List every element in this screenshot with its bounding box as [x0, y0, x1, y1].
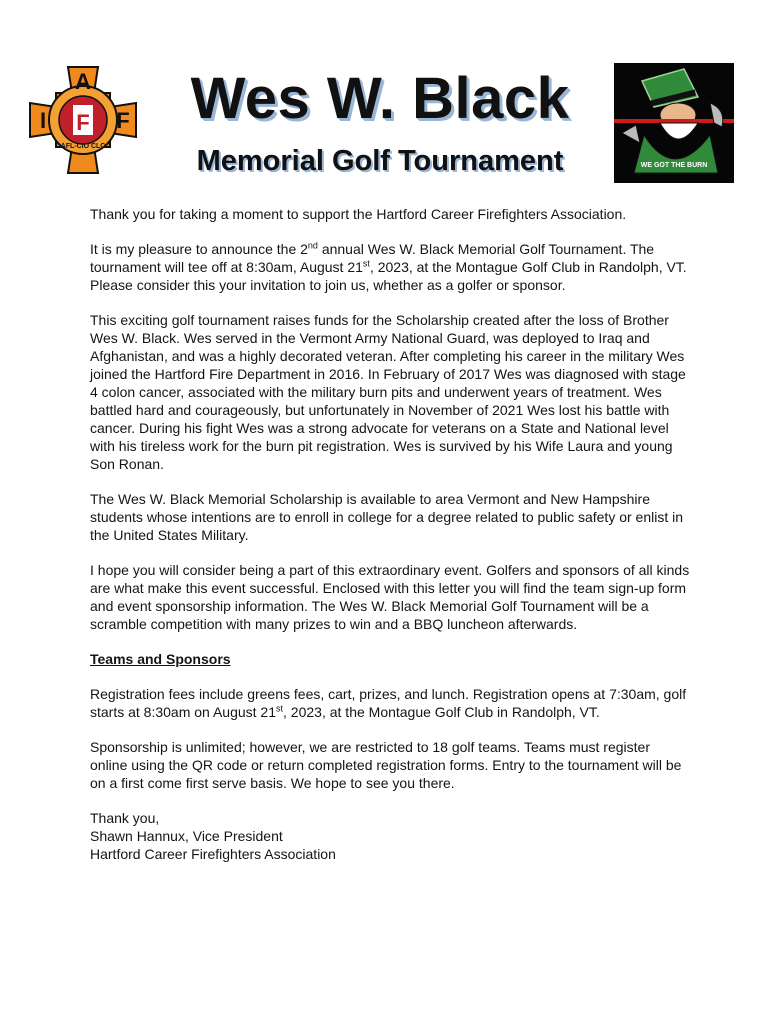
announcement-text-a: It is my pleasure to announce the 2	[90, 241, 308, 257]
paragraph-intro: Thank you for taking a moment to support the Hartford Career Firefighters Association.	[90, 206, 627, 222]
paragraph-registration	[90, 685, 690, 721]
tournament-title: Wes W. Black	[190, 66, 570, 131]
logo-banner-text: WE GOT THE BURN	[640, 162, 708, 169]
tournament-subtitle: Memorial Golf Tournament	[196, 145, 564, 177]
registration-text-b: , 2023, at the Montague Golf Club in Randolph, VT.	[283, 704, 600, 720]
logo-letter-center: F	[76, 110, 90, 135]
paragraph-biography: This exciting golf tournament raises funds for the Scholarship created after the loss of Brother Wes W. Black. Wes served in the Vermont Army National Guard, was deployed to Iraq and Afghanistan, and was a highly decorated veteran. After completing his career in the military Wes joined the Hartford Fire Department in 2016. In February of 2017 Wes was diagnosed with stage 4 colon cancer, associated with the military burn pits and underwent years of treatment. Wes battled hard and courageously, but unfortunately in November of 2021 Wes lost his battle with cancer. During his fight Wes was a strong advocate for veterans on a State and National level with his tireless work for the burn pit registration. Wes is survived by his Wife Laura and young Son Ronan.	[90, 312, 686, 472]
signer-line: Shawn Hannux, Vice President	[90, 828, 283, 844]
iaff-logo	[26, 63, 140, 177]
logo-ring-text: AFL-CIO CLC	[60, 143, 106, 150]
paragraph-sponsorship: Sponsorship is unlimited; however, we are restricted to 18 golf teams. Teams must register online using the QR code or return completed registration forms. Entry to the tournament will be on a first come first serve basis. We hope to see you there.	[90, 739, 682, 791]
leprechaun-logo	[614, 63, 734, 183]
announcement-text-c: , 2023, at the Montague Golf Club in Randolph, VT. Please consider this your invitation to join us, whether as a golfer or sponsor.	[90, 259, 687, 293]
paragraph-announcement	[90, 240, 690, 294]
paragraph-scholarship: The Wes W. Black Memorial Scholarship is available to area Vermont and New Hampshire students whose intentions are to enroll in college for a degree related to public safety or enlist in the United States Military.	[90, 491, 684, 543]
ordinal-suffix: st	[276, 703, 284, 714]
announcement-text-b: annual Wes W. Black Memorial Golf Tournament. The tournament will tee off at 8:30am, August 21	[90, 241, 655, 275]
paragraph-invitation: I hope you will consider being a part of this extraordinary event. Golfers and sponsors of all kinds are what make this event successful. Enclosed with this letter you will find the team sign-up form and event sponsorship information. The Wes W. Black Memorial Golf Tournament will be a scramble competition with many prizes to win and a BBQ luncheon afterwards.	[90, 562, 690, 632]
organization-line: Hartford Career Firefighters Association	[90, 846, 336, 862]
signature-block	[90, 809, 690, 863]
section-heading: Teams and Sponsors	[90, 651, 231, 667]
logo-letter-right: F	[116, 108, 130, 133]
letter-body	[90, 205, 690, 863]
registration-text-a: Registration fees include greens fees, cart, prizes, and lunch. Registration opens at 7:30am, golf starts at 8:30am on August 21	[90, 686, 687, 720]
logo-letter-left: I	[39, 108, 47, 133]
logo-letter-top: A	[75, 69, 91, 94]
ordinal-suffix: nd	[307, 240, 318, 251]
closing-line: Thank you,	[90, 810, 160, 826]
ordinal-suffix: st	[362, 258, 370, 269]
